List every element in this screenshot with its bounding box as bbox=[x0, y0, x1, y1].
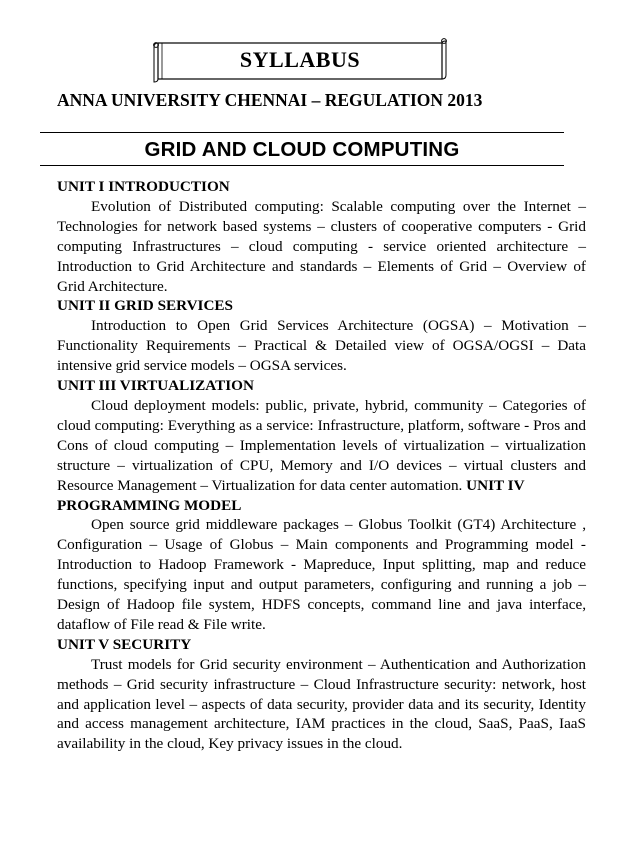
syllabus-banner bbox=[152, 38, 448, 84]
unit-1-body: Evolution of Distributed computing: Scalable computing over the Internet – Technologies for network based systems – clusters of cooperative computers - Grid computing Infrastructures – cloud computing - service oriented architecture – Introduction to Grid Architecture and standards – Elements of Grid – Overview of Grid Architecture. bbox=[57, 197, 586, 295]
unit-5-body: Trust models for Grid security environment – Authentication and Authorization methods – Grid security infrastructure – Cloud Infrastructure security: network, host and application level – aspects of data security, provider data and its security, Identity and access management architecture, IAM practices in the cloud, SaaS, PaaS, IaaS availability in the cloud, Key privacy issues in the cloud. bbox=[57, 655, 586, 753]
unit-5-heading: UNIT V SECURITY bbox=[57, 635, 192, 653]
university-heading: ANNA UNIVERSITY CHENNAI – REGULATION 2013 bbox=[57, 90, 483, 110]
course-title: GRID AND CLOUD COMPUTING bbox=[144, 138, 460, 161]
unit-4-body: Open source grid middleware packages – Globus Toolkit (GT4) Architecture , Configuration – Usage of Globus – Main components and Programming model - Introduction to Hadoop Framework - Mapreduce, Input splitting, map and reduce functions, specifying input and output parameters, configuring and running a job – Design of Hadoop file system, HDFS concepts, command line and java interface, dataflow of File read & File write. bbox=[57, 516, 586, 633]
unit-3-body bbox=[57, 396, 586, 496]
syllabus-content bbox=[57, 177, 586, 754]
unit-3-heading: UNIT III VIRTUALIZATION bbox=[57, 377, 254, 395]
unit-3-body-text: Cloud deployment models: public, private, hybrid, community – Categories of cloud computing: Everything as a service: Infrastructure, platform, software - Pros and Cons of cloud computing – Implementation levels of virtualization – virtualization structure – virtualization of CPU, Memory and I/O devices – virtual clusters and Resource Management – Virtualization for data center automation. bbox=[57, 396, 586, 494]
unit-2-heading: UNIT II GRID SERVICES bbox=[57, 297, 234, 315]
unit-4-heading: PROGRAMMING MODEL bbox=[57, 496, 242, 514]
unit-1-heading: UNIT I INTRODUCTION bbox=[57, 178, 230, 195]
title-bottom-rule bbox=[40, 165, 564, 166]
unit-2-body: Introduction to Open Grid Services Architecture (OGSA) – Motivation – Functionality Requirements – Practical & Detailed view of OGSA/OGSI – Data intensive grid service models – OGSA services. bbox=[57, 317, 586, 375]
unit-4-inline-heading: UNIT IV bbox=[466, 476, 525, 494]
banner-title: SYLLABUS bbox=[239, 47, 361, 72]
title-top-rule bbox=[40, 132, 564, 133]
